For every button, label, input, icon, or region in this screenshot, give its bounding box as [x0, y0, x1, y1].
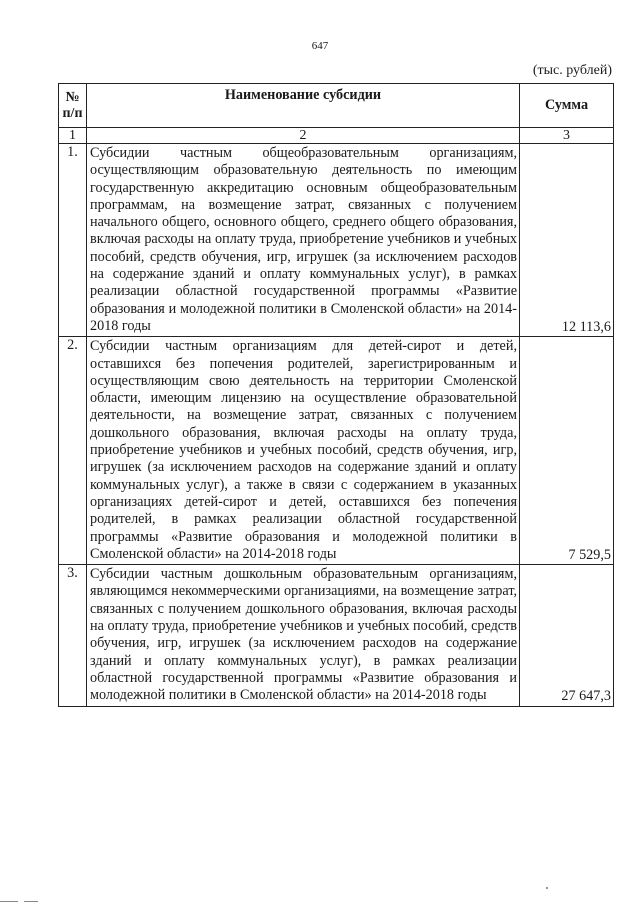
row-number: 2.	[59, 337, 87, 565]
subsidy-amount: 27 647,3	[520, 565, 614, 706]
subsidy-amount: 12 113,6	[520, 144, 614, 337]
scan-dust-mark	[546, 887, 548, 889]
unit-note: (тыс. рублей)	[532, 63, 612, 78]
table-header-row	[59, 84, 614, 128]
table-index-row	[59, 128, 614, 144]
table-row	[59, 337, 614, 565]
subsidy-name: Субсидии частным дошкольным образовательным организациям, являющимся некоммерческими организациями, на возмещение затрат, связанных с получением дошкольного образования, включая расходы на оплату труда, приобретение учебников и учебных пособий, средств обучения, игр, игрушек (за исключением расходов на содержание зданий и оплату коммунальных услуг), в рамках реализации областной государственной программы «Развитие образования и молодежной политики в Смоленской области» на 2014-2018 годы	[87, 565, 520, 706]
header-num: № п/п	[59, 84, 87, 128]
index-cell: 1	[59, 128, 87, 144]
header-sum: Сумма	[520, 84, 614, 128]
header-name: Наименование субсидии	[87, 84, 520, 128]
row-number: 3.	[59, 565, 87, 706]
table-row	[59, 144, 614, 337]
index-cell: 3	[520, 128, 614, 144]
subsidy-name: Субсидии частным общеобразовательным организациям, осуществляющим образовательную деятельность по имеющим государственную аккредитацию основным общеобразовательным программам, на возмещение затрат, связанных с получением начального общего, основного общего, среднего общего образования, включая расходы на оплату труда, приобретение учебников и учебных пособий, средств обучения, игр, игрушек (за исключением расходов на содержание зданий и оплату коммунальных услуг), в рамках реализации областной государственной программы «Развитие образования и молодежной политики в Смоленской области» на 2014-2018 годы	[87, 144, 520, 337]
scan-edge-mark	[0, 901, 18, 902]
subsidy-name: Субсидии частным организациям для детей-сирот и детей, оставшихся без попечения родителей, зарегистрированным и осуществляющим свою деятельность на территории Смоленской области, имеющим лицензию на осуществление образовательной деятельности, на возмещение затрат, связанных с получением дошкольного образования, включая расходы на оплату труда, приобретение учебников и учебных пособий, средств обучения, игр, игрушек (за исключением расходов на содержание зданий и оплату коммунальных услуг), а также в связи с содержанием в указанных организациях детей-сирот и детей, оставшихся без попечения родителей, в рамках реализации областной государственной программы «Развитие образования и молодежной политики в Смоленской области» на 2014-2018 годы	[87, 337, 520, 565]
subsidies-table	[58, 83, 614, 707]
subsidy-amount: 7 529,5	[520, 337, 614, 565]
scan-edge-mark	[24, 901, 38, 902]
table-row	[59, 565, 614, 706]
index-cell: 2	[87, 128, 520, 144]
row-number: 1.	[59, 144, 87, 337]
page-number: 647	[311, 40, 329, 52]
